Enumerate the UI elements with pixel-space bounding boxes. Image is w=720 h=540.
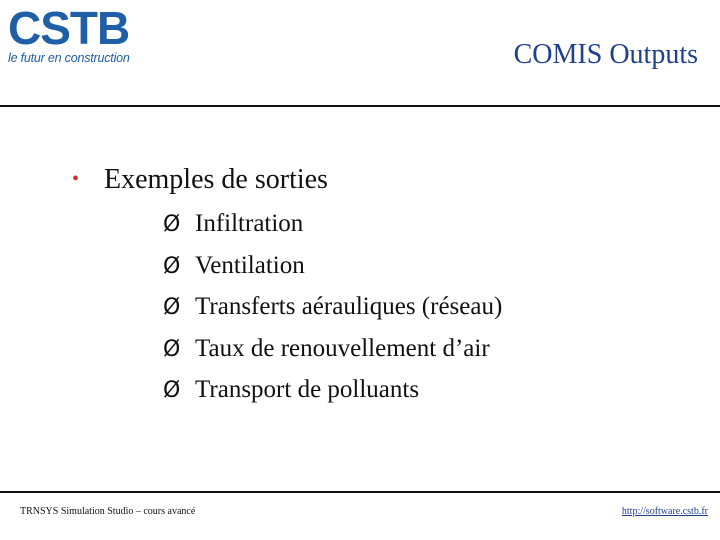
slide-title: COMIS Outputs — [513, 39, 698, 70]
list-item-text: Taux de renouvellement d’air — [195, 334, 490, 362]
list-item — [163, 329, 502, 371]
main-bullet — [72, 162, 328, 200]
list-item — [163, 287, 502, 329]
arrow-bullet-icon: Ø — [163, 212, 181, 237]
logo-wordmark: CSTB — [8, 2, 130, 54]
cstb-logo — [8, 2, 158, 65]
arrow-bullet-icon: Ø — [163, 253, 181, 279]
arrow-bullet-icon: Ø — [163, 295, 181, 320]
list-item-text: Transport de polluants — [195, 376, 420, 403]
list-item-text: Ventilation — [195, 251, 305, 279]
sub-bullet-list — [163, 204, 502, 412]
list-item — [163, 246, 502, 288]
footer-divider — [0, 491, 720, 493]
logo-tagline: le futur en construction — [8, 51, 130, 65]
footer-website-link[interactable]: http://software.cstb.fr — [621, 506, 708, 517]
arrow-bullet-icon: Ø — [163, 378, 181, 403]
footer-course-label: TRNSYS Simulation Studio – cours avancé — [20, 506, 196, 517]
bullet-dot-icon: • — [72, 168, 80, 190]
main-bullet-text: Exemples de sorties — [104, 164, 328, 195]
list-item — [163, 204, 502, 246]
list-item-text: Infiltration — [195, 210, 304, 237]
header-divider — [0, 105, 720, 107]
arrow-bullet-icon: Ø — [163, 336, 181, 362]
list-item — [163, 370, 502, 412]
list-item-text: Transferts aérauliques (réseau) — [195, 293, 503, 320]
